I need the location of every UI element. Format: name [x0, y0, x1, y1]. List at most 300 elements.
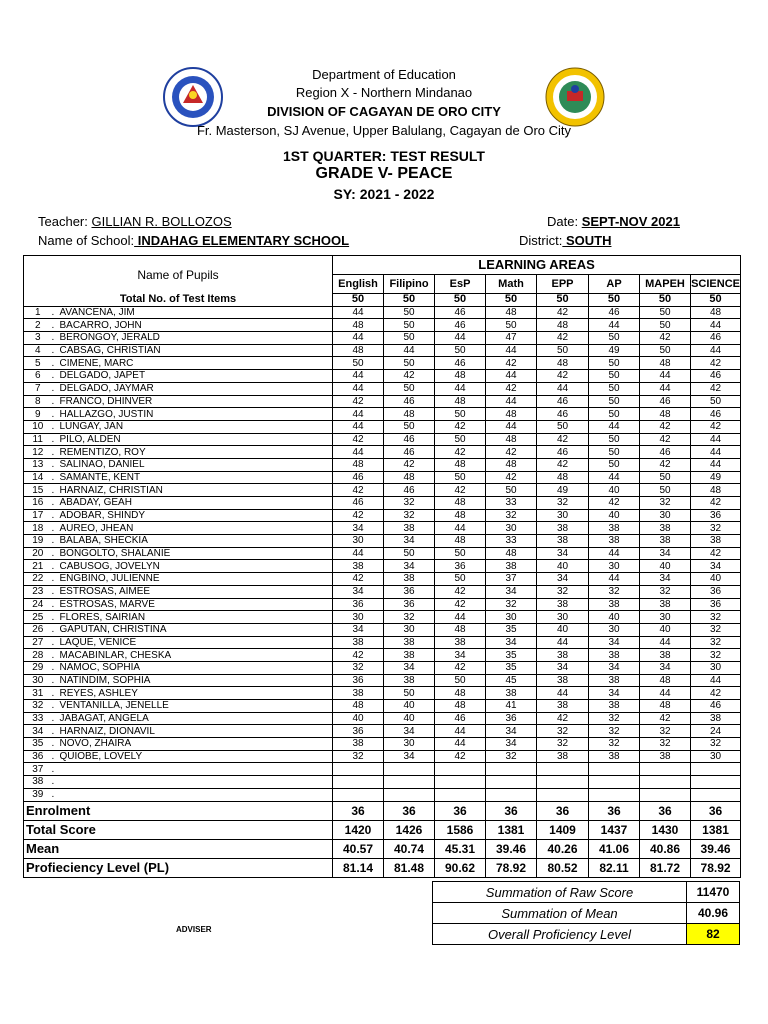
score-cell: 44 — [333, 446, 384, 459]
stats-value: 1409 — [537, 820, 589, 839]
pupil-row — [24, 497, 741, 510]
score-cell: 44 — [486, 420, 537, 433]
subject-header: SCIENCE — [691, 275, 741, 294]
overall-pl-value: 82 — [687, 924, 740, 945]
pupil-row — [24, 420, 741, 433]
score-cell: 50 — [640, 306, 691, 319]
score-cell: 34 — [589, 687, 640, 700]
pupil-row — [24, 661, 741, 674]
score-cell: 34 — [333, 623, 384, 636]
score-cell — [486, 788, 537, 801]
pupil-number: 31 — [24, 687, 52, 700]
score-cell: 45 — [486, 674, 537, 687]
stats-value: 40.86 — [640, 839, 691, 858]
score-cell: 42 — [333, 509, 384, 522]
pupil-number: 2 — [24, 319, 52, 332]
score-cell: 38 — [589, 535, 640, 548]
score-cell: 48 — [333, 458, 384, 471]
score-cell: 34 — [589, 636, 640, 649]
pupil-row — [24, 484, 741, 497]
row-dot: . — [52, 700, 58, 713]
grades-table — [23, 255, 741, 878]
score-cell: 36 — [435, 560, 486, 573]
subject-header: MAPEH — [640, 275, 691, 294]
score-cell: 40 — [537, 623, 589, 636]
pupil-number: 9 — [24, 408, 52, 421]
score-cell: 50 — [589, 370, 640, 383]
score-cell: 44 — [691, 458, 741, 471]
pupil-name: GAPUTAN, CHRISTINA — [58, 623, 333, 636]
stats-value: 1430 — [640, 820, 691, 839]
score-cell: 50 — [691, 395, 741, 408]
pupil-number: 38 — [24, 776, 52, 789]
score-cell: 44 — [486, 395, 537, 408]
score-cell: 40 — [640, 623, 691, 636]
pupil-row — [24, 382, 741, 395]
pupil-row — [24, 535, 741, 548]
row-dot: . — [52, 585, 58, 598]
pupil-name: AVANCENA, JIM — [58, 306, 333, 319]
score-cell: 50 — [435, 344, 486, 357]
score-cell: 42 — [640, 458, 691, 471]
score-cell: 38 — [589, 649, 640, 662]
score-cell: 46 — [640, 395, 691, 408]
row-dot: . — [52, 750, 58, 763]
date-value: SEPT-NOV 2021 — [581, 214, 680, 229]
score-cell: 42 — [640, 433, 691, 446]
row-dot: . — [52, 674, 58, 687]
row-dot: . — [52, 471, 58, 484]
row-dot: . — [52, 661, 58, 674]
score-cell: 48 — [537, 471, 589, 484]
score-cell: 32 — [384, 509, 435, 522]
score-cell — [333, 788, 384, 801]
score-cell: 38 — [333, 636, 384, 649]
score-cell: 34 — [384, 750, 435, 763]
score-cell: 32 — [589, 585, 640, 598]
score-cell: 46 — [435, 319, 486, 332]
score-cell — [691, 788, 741, 801]
stats-label: Profieciency Level (PL) — [24, 858, 333, 877]
score-cell: 48 — [691, 484, 741, 497]
stats-value: 36 — [691, 801, 741, 820]
score-cell: 46 — [384, 395, 435, 408]
score-cell: 42 — [333, 395, 384, 408]
pupil-name: CABSAG, CHRISTIAN — [58, 344, 333, 357]
learning-areas-header: LEARNING AREAS — [333, 256, 741, 275]
score-cell: 46 — [691, 370, 741, 383]
score-cell — [640, 776, 691, 789]
pupil-number: 33 — [24, 712, 52, 725]
pupil-number: 20 — [24, 547, 52, 560]
pupil-row — [24, 306, 741, 319]
pupil-row — [24, 547, 741, 560]
pupil-number: 24 — [24, 598, 52, 611]
score-cell: 32 — [691, 611, 741, 624]
score-cell: 42 — [537, 306, 589, 319]
score-cell — [333, 776, 384, 789]
pupil-number: 6 — [24, 370, 52, 383]
pupil-number: 8 — [24, 395, 52, 408]
score-cell: 38 — [640, 649, 691, 662]
score-cell — [435, 788, 486, 801]
score-cell: 44 — [589, 547, 640, 560]
pupil-name: HALLAZGO, JUSTIN — [58, 408, 333, 421]
pupil-name: ABADAY, GEAH — [58, 497, 333, 510]
pupil-row — [24, 395, 741, 408]
score-cell: 40 — [589, 611, 640, 624]
score-cell: 50 — [640, 471, 691, 484]
stats-value: 1586 — [435, 820, 486, 839]
pupil-number: 34 — [24, 725, 52, 738]
pupil-name: MACABINLAR, CHESKA — [58, 649, 333, 662]
score-cell — [589, 788, 640, 801]
score-cell: 42 — [537, 433, 589, 446]
pupil-number: 15 — [24, 484, 52, 497]
score-cell: 50 — [589, 332, 640, 345]
stats-value: 40.74 — [384, 839, 435, 858]
school-line — [38, 233, 349, 248]
row-dot: . — [52, 636, 58, 649]
score-cell: 34 — [384, 725, 435, 738]
score-cell: 36 — [691, 598, 741, 611]
pupil-name: AUREO, JHEAN — [58, 522, 333, 535]
stats-value: 78.92 — [691, 858, 741, 877]
pupil-name: REMENTIZO, ROY — [58, 446, 333, 459]
pupil-number: 39 — [24, 788, 52, 801]
score-cell: 44 — [333, 382, 384, 395]
pupil-number: 25 — [24, 611, 52, 624]
pupil-number: 17 — [24, 509, 52, 522]
pupil-name: ESTROSAS, MARVE — [58, 598, 333, 611]
pupil-name: SALINAO, DANIEL — [58, 458, 333, 471]
score-cell: 34 — [384, 535, 435, 548]
pupil-name: REYES, ASHLEY — [58, 687, 333, 700]
pupil-name: JABAGAT, ANGELA — [58, 712, 333, 725]
score-cell: 44 — [589, 471, 640, 484]
score-cell: 37 — [486, 573, 537, 586]
pupil-name: ENGBINO, JULIENNE — [58, 573, 333, 586]
pupil-row — [24, 585, 741, 598]
pupil-row — [24, 598, 741, 611]
pupil-number: 14 — [24, 471, 52, 484]
stats-row — [24, 839, 741, 858]
row-dot: . — [52, 738, 58, 751]
pupil-name: BACARRO, JOHN — [58, 319, 333, 332]
score-cell: 42 — [537, 458, 589, 471]
score-cell: 44 — [486, 370, 537, 383]
score-cell: 38 — [640, 598, 691, 611]
score-cell — [640, 763, 691, 776]
score-cell: 50 — [384, 547, 435, 560]
pupil-name: SAMANTE, KENT — [58, 471, 333, 484]
raw-score-label: Summation of Raw Score — [433, 882, 687, 903]
score-cell: 46 — [435, 357, 486, 370]
score-cell: 42 — [537, 712, 589, 725]
score-cell — [486, 763, 537, 776]
score-cell: 42 — [486, 471, 537, 484]
stats-label: Enrolment — [24, 801, 333, 820]
score-cell: 38 — [384, 674, 435, 687]
stats-value: 41.06 — [589, 839, 640, 858]
score-cell: 50 — [589, 458, 640, 471]
score-cell: 44 — [435, 382, 486, 395]
score-cell: 42 — [435, 661, 486, 674]
score-cell: 44 — [435, 611, 486, 624]
score-cell: 32 — [640, 738, 691, 751]
score-cell: 38 — [384, 649, 435, 662]
score-cell: 30 — [486, 611, 537, 624]
stats-value: 36 — [486, 801, 537, 820]
score-cell — [333, 763, 384, 776]
total-items-value: 50 — [640, 294, 691, 307]
score-cell: 38 — [486, 560, 537, 573]
stats-value: 1420 — [333, 820, 384, 839]
score-cell: 49 — [691, 471, 741, 484]
score-cell: 32 — [537, 585, 589, 598]
summary-table — [432, 881, 740, 945]
score-cell: 48 — [384, 471, 435, 484]
total-items-value: 50 — [333, 294, 384, 307]
total-items-value: 50 — [384, 294, 435, 307]
subject-header: EPP — [537, 275, 589, 294]
subject-header: English — [333, 275, 384, 294]
row-dot: . — [52, 776, 58, 789]
score-cell: 30 — [691, 661, 741, 674]
score-cell: 32 — [691, 623, 741, 636]
score-cell: 49 — [589, 344, 640, 357]
score-cell: 42 — [333, 573, 384, 586]
score-cell: 48 — [384, 408, 435, 421]
score-cell — [435, 776, 486, 789]
score-cell: 38 — [589, 598, 640, 611]
score-cell: 44 — [333, 547, 384, 560]
score-cell: 42 — [333, 433, 384, 446]
pupil-row — [24, 712, 741, 725]
stats-value: 40.26 — [537, 839, 589, 858]
score-cell: 38 — [691, 535, 741, 548]
score-cell: 40 — [333, 712, 384, 725]
header-division: DIVISION OF CAGAYAN DE ORO CITY — [267, 104, 501, 119]
score-cell: 44 — [435, 738, 486, 751]
score-cell: 50 — [384, 332, 435, 345]
row-dot: . — [52, 484, 58, 497]
score-cell: 34 — [486, 738, 537, 751]
pupil-row — [24, 332, 741, 345]
score-cell: 44 — [435, 725, 486, 738]
score-cell — [537, 788, 589, 801]
score-cell: 42 — [384, 370, 435, 383]
score-cell: 42 — [640, 712, 691, 725]
score-cell: 50 — [486, 319, 537, 332]
score-cell: 46 — [435, 712, 486, 725]
score-cell: 34 — [537, 547, 589, 560]
score-cell: 42 — [691, 497, 741, 510]
pupil-name: HARNAIZ, CHRISTIAN — [58, 484, 333, 497]
row-dot: . — [52, 712, 58, 725]
score-cell: 42 — [333, 649, 384, 662]
pupil-number: 13 — [24, 458, 52, 471]
pupil-row — [24, 687, 741, 700]
score-cell: 32 — [537, 738, 589, 751]
score-cell: 42 — [435, 484, 486, 497]
pupil-row — [24, 623, 741, 636]
pupil-name: NATINDIM, SOPHIA — [58, 674, 333, 687]
score-cell: 46 — [691, 700, 741, 713]
pupil-row — [24, 649, 741, 662]
score-cell — [384, 788, 435, 801]
score-cell: 48 — [435, 509, 486, 522]
score-cell: 48 — [486, 458, 537, 471]
score-cell: 44 — [691, 446, 741, 459]
pupil-number: 10 — [24, 420, 52, 433]
pupil-row — [24, 636, 741, 649]
score-cell: 34 — [691, 560, 741, 573]
pupil-name: FLORES, SAIRIAN — [58, 611, 333, 624]
pupil-row — [24, 560, 741, 573]
score-cell: 41 — [486, 700, 537, 713]
pupil-name: QUIOBE, LOVELY — [58, 750, 333, 763]
pupil-row — [24, 611, 741, 624]
score-cell: 33 — [486, 535, 537, 548]
stats-value: 82.11 — [589, 858, 640, 877]
score-cell: 48 — [537, 357, 589, 370]
score-cell: 40 — [640, 560, 691, 573]
score-cell: 44 — [691, 674, 741, 687]
row-dot: . — [52, 433, 58, 446]
pupil-row — [24, 674, 741, 687]
stats-value: 45.31 — [435, 839, 486, 858]
stats-value: 1381 — [486, 820, 537, 839]
score-cell: 30 — [589, 623, 640, 636]
score-cell: 30 — [691, 750, 741, 763]
score-cell: 50 — [486, 484, 537, 497]
score-cell — [640, 788, 691, 801]
row-dot: . — [52, 509, 58, 522]
stats-value: 81.72 — [640, 858, 691, 877]
score-cell: 50 — [333, 357, 384, 370]
score-cell: 34 — [486, 636, 537, 649]
total-items-label: Total No. of Test Items — [24, 294, 333, 307]
row-dot: . — [52, 370, 58, 383]
score-cell: 48 — [486, 547, 537, 560]
row-dot: . — [52, 687, 58, 700]
score-cell: 40 — [537, 560, 589, 573]
pupil-number: 1 — [24, 306, 52, 319]
school-label: Name of School: — [38, 233, 135, 248]
row-dot: . — [52, 547, 58, 560]
row-dot: . — [52, 344, 58, 357]
score-cell: 50 — [384, 687, 435, 700]
row-dot: . — [52, 623, 58, 636]
score-cell: 48 — [333, 700, 384, 713]
pupil-name — [58, 788, 333, 801]
score-cell: 35 — [486, 649, 537, 662]
total-items-value: 50 — [691, 294, 741, 307]
stats-value: 36 — [435, 801, 486, 820]
score-cell: 30 — [589, 560, 640, 573]
row-dot: . — [52, 332, 58, 345]
pupil-row — [24, 763, 741, 776]
score-cell: 38 — [537, 750, 589, 763]
pupil-number: 29 — [24, 661, 52, 674]
pupil-number: 11 — [24, 433, 52, 446]
score-cell: 34 — [537, 661, 589, 674]
score-cell: 44 — [640, 687, 691, 700]
score-cell: 44 — [537, 382, 589, 395]
pupil-number: 22 — [24, 573, 52, 586]
score-cell: 46 — [333, 497, 384, 510]
score-cell: 50 — [435, 408, 486, 421]
score-cell: 35 — [486, 661, 537, 674]
score-cell: 46 — [691, 332, 741, 345]
stats-value: 81.48 — [384, 858, 435, 877]
score-cell: 32 — [640, 497, 691, 510]
score-cell: 38 — [384, 573, 435, 586]
stats-value: 78.92 — [486, 858, 537, 877]
score-cell: 48 — [640, 408, 691, 421]
score-cell: 34 — [640, 573, 691, 586]
score-cell: 38 — [589, 700, 640, 713]
score-cell — [384, 776, 435, 789]
score-cell: 42 — [537, 370, 589, 383]
score-cell: 32 — [589, 738, 640, 751]
score-cell: 46 — [640, 446, 691, 459]
score-cell: 38 — [384, 522, 435, 535]
score-cell: 50 — [589, 446, 640, 459]
score-cell: 50 — [384, 306, 435, 319]
district-line — [519, 233, 611, 248]
row-dot: . — [52, 788, 58, 801]
score-cell: 44 — [589, 573, 640, 586]
sum-mean-label: Summation of Mean — [433, 903, 687, 924]
score-cell: 47 — [486, 332, 537, 345]
pupil-name: NAMOC, SOPHIA — [58, 661, 333, 674]
stats-row — [24, 858, 741, 877]
score-cell: 36 — [333, 725, 384, 738]
school-name: INDAHAG ELEMENTARY SCHOOL — [134, 233, 350, 248]
pupil-row — [24, 319, 741, 332]
pupil-row — [24, 446, 741, 459]
score-cell: 32 — [691, 522, 741, 535]
score-cell: 50 — [640, 484, 691, 497]
score-cell: 34 — [384, 560, 435, 573]
pupil-row — [24, 357, 741, 370]
pupil-name: CABUSOG, JOVELYN — [58, 560, 333, 573]
row-dot: . — [52, 306, 58, 319]
pupil-row — [24, 750, 741, 763]
stats-value: 80.52 — [537, 858, 589, 877]
score-cell: 38 — [333, 738, 384, 751]
score-cell: 50 — [589, 433, 640, 446]
score-cell — [537, 776, 589, 789]
score-cell: 42 — [435, 446, 486, 459]
row-dot: . — [52, 649, 58, 662]
pupil-number: 37 — [24, 763, 52, 776]
stats-value: 39.46 — [691, 839, 741, 858]
teacher-line — [38, 214, 232, 229]
score-cell: 50 — [640, 319, 691, 332]
score-cell: 35 — [486, 623, 537, 636]
score-cell: 38 — [589, 674, 640, 687]
score-cell: 44 — [589, 420, 640, 433]
score-cell: 44 — [589, 319, 640, 332]
overall-pl-label: Overall Proficiency Level — [433, 924, 687, 945]
stats-value: 36 — [589, 801, 640, 820]
pupil-number: 35 — [24, 738, 52, 751]
score-cell: 38 — [333, 687, 384, 700]
pupil-name — [58, 763, 333, 776]
